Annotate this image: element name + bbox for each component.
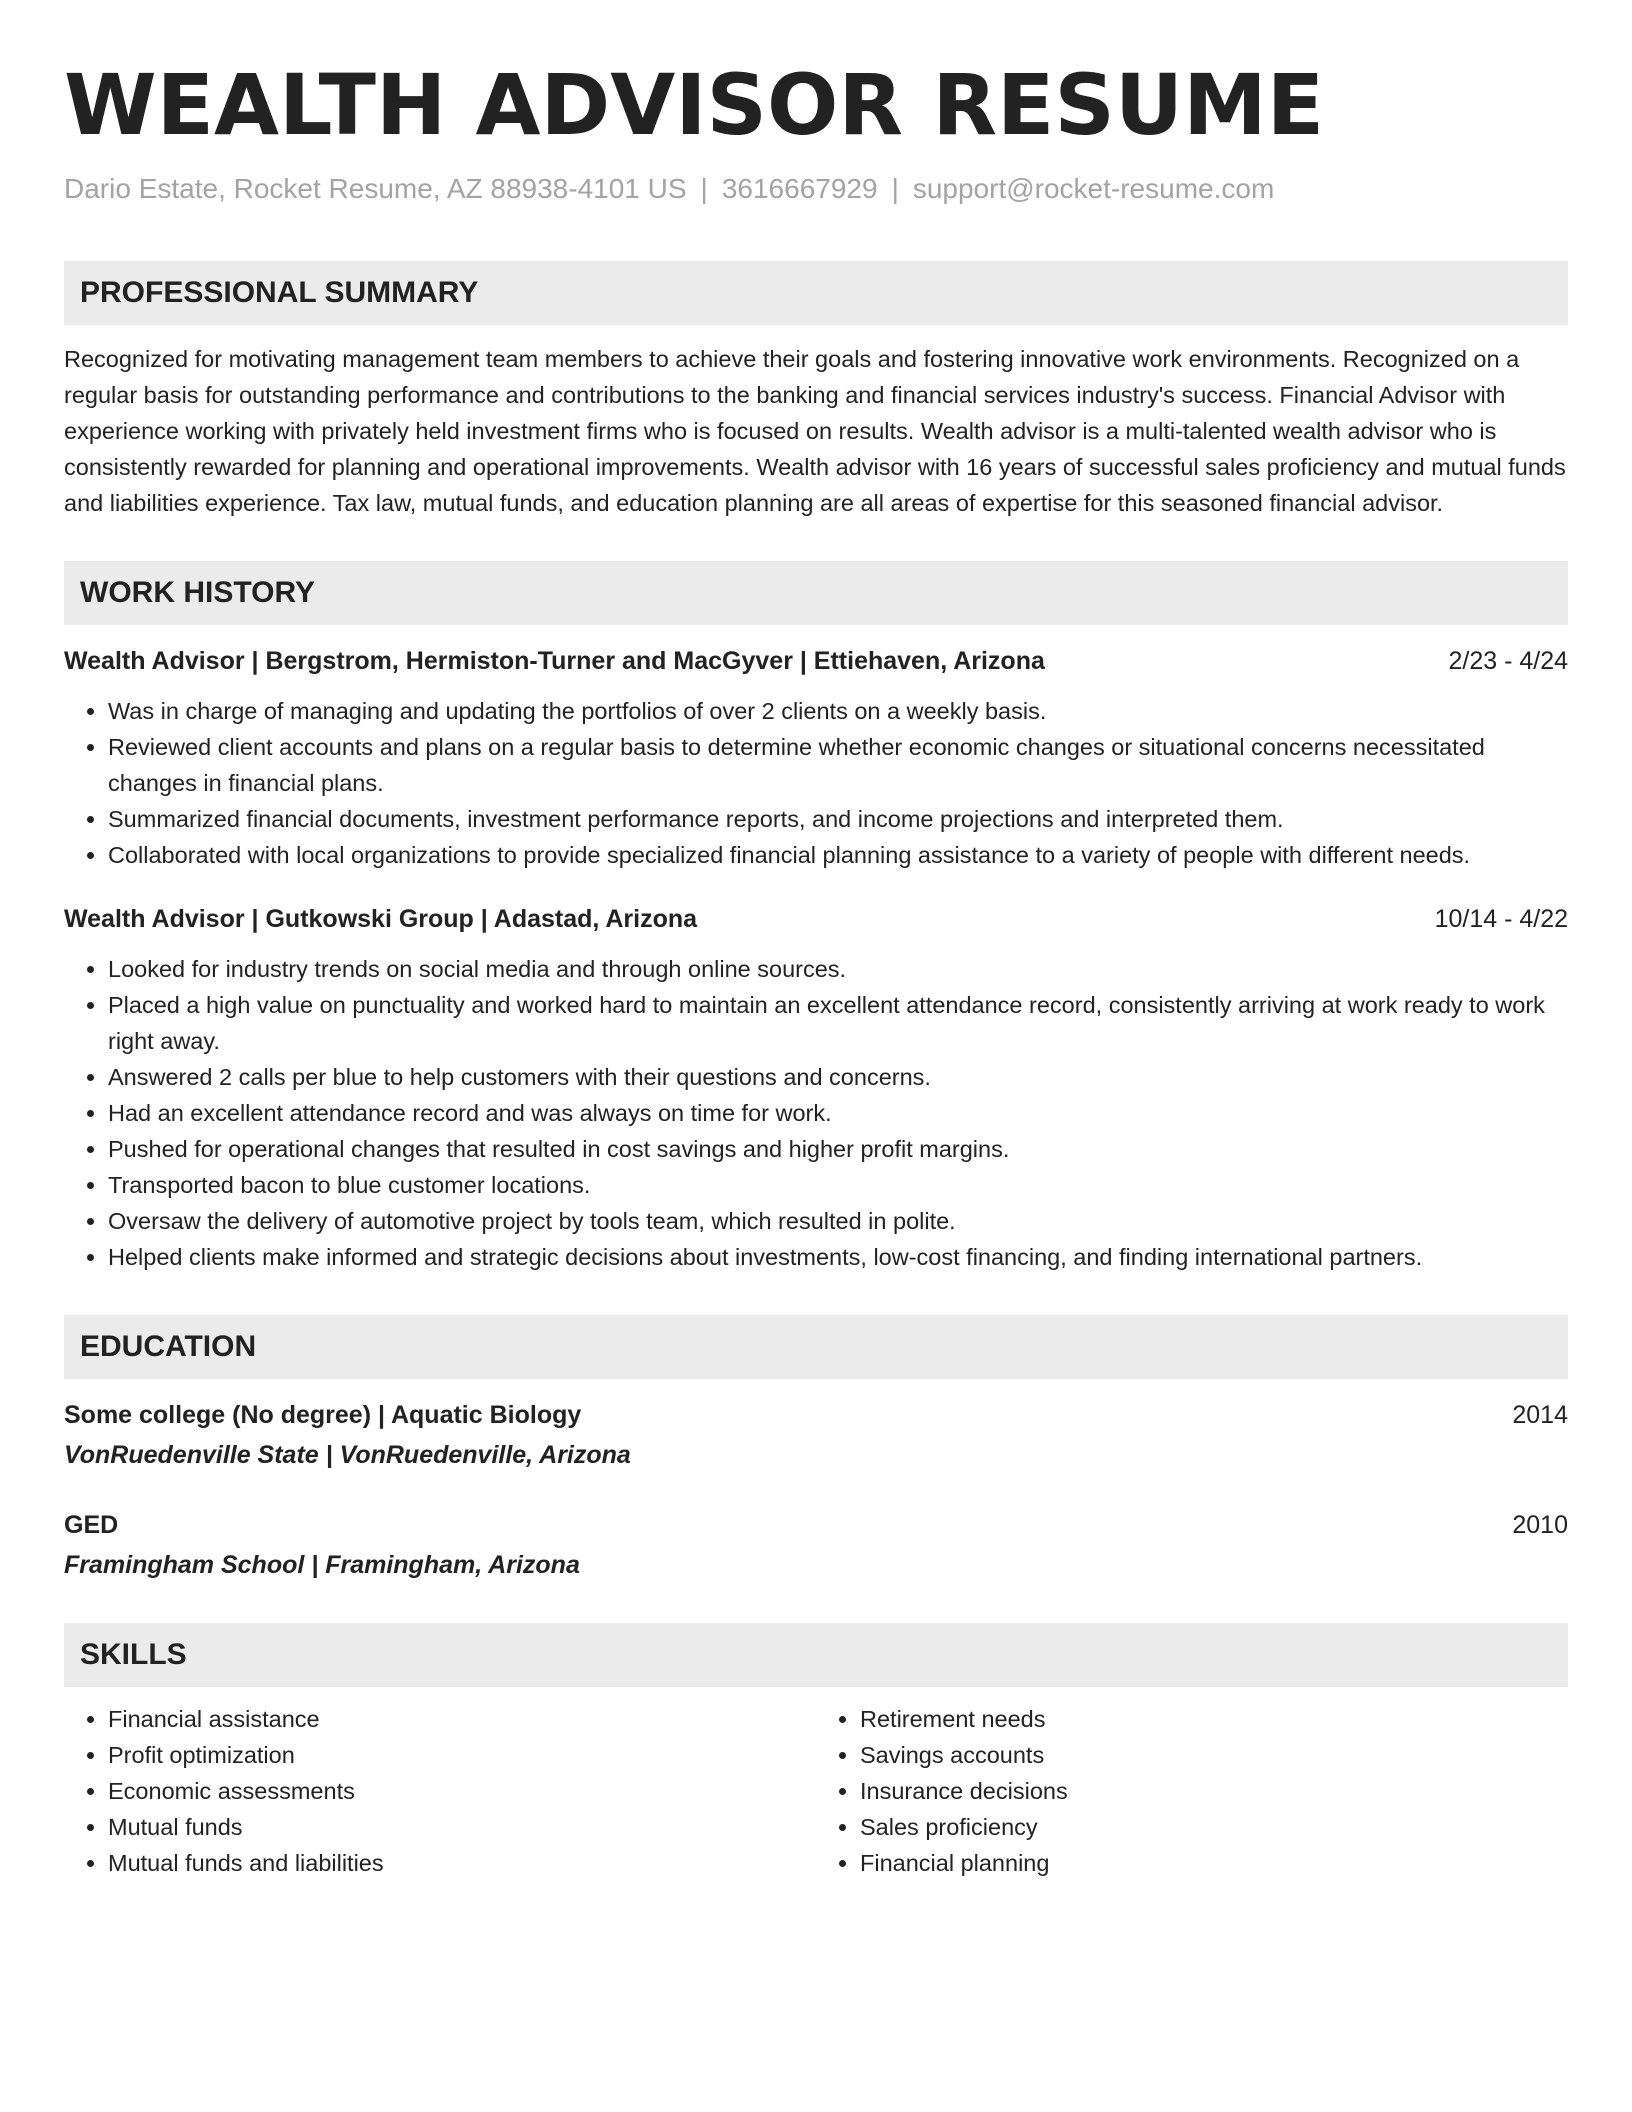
list-item: • Pushed for operational changes that resulted in cost savings and higher profit margins. (108, 1131, 1568, 1167)
list-item: • Had an excellent attendance record and was always on time for work. (108, 1095, 1568, 1131)
section-title: EDUCATION (80, 1330, 257, 1363)
education-entry-header (64, 1397, 1568, 1433)
list-item: • Collaborated with local organizations to provide specialized financial planning assistance to a variety of people with different needs. (108, 837, 1568, 873)
section-title: PROFESSIONAL SUMMARY (80, 276, 479, 309)
skill-item: • Savings accounts (860, 1737, 1568, 1773)
skill-item: • Retirement needs (860, 1701, 1568, 1737)
list-item: • Summarized financial documents, investment performance reports, and income projections and interpreted them. (108, 801, 1568, 837)
section-header-education (64, 1315, 1568, 1379)
list-item: • Answered 2 calls per blue to help customers with their questions and concerns. (108, 1059, 1568, 1095)
skill-item: • Financial assistance (108, 1701, 816, 1737)
education-year: 2010 (1512, 1511, 1568, 1539)
contact-email: support@rocket-resume.com (912, 173, 1275, 204)
skills-column-left (64, 1701, 816, 1881)
job-entry-header (64, 901, 1568, 937)
list-item: • Oversaw the delivery of automotive project by tools team, which resulted in polite. (108, 1203, 1568, 1239)
education-entry-header (64, 1507, 1568, 1543)
list-item: • Reviewed client accounts and plans on a regular basis to determine whether economic changes or situational concerns necessitated changes in financial plans. (108, 729, 1568, 801)
education-degree: Some college (No degree) | Aquatic Biology (64, 1401, 582, 1429)
job-dates: 2/23 - 4/24 (1448, 647, 1568, 675)
contact-separator: | (891, 173, 899, 204)
section-title: SKILLS (80, 1638, 187, 1671)
contact-phone: 3616667929 (721, 173, 878, 204)
section-header-skills (64, 1623, 1568, 1687)
education-degree: GED (64, 1511, 119, 1539)
list-item: • Was in charge of managing and updating the portfolios of over 2 clients on a weekly basis. (108, 693, 1568, 729)
list-item: • Helped clients make informed and strategic decisions about investments, low-cost financing, and finding international partners. (108, 1239, 1568, 1275)
job-dates: 10/14 - 4/22 (1434, 905, 1568, 933)
summary-text: Recognized for motivating management team members to achieve their goals and fostering innovative work environments. Recognized on a regular basis for outstanding performance and contributions to the banking and financial services industry's success. Financial Advisor with experience working with privately held investment firms who is focused on results. Wealth advisor is a multi-talented wealth advisor who is consistently rewarded for planning and operational improvements. Wealth advisor with 16 years of successful sales proficiency and mutual funds and liabilities experience. Tax law, mutual funds, and education planning are all areas of expertise for this seasoned financial advisor. (64, 346, 1566, 516)
skill-item: • Financial planning (860, 1845, 1568, 1881)
resume-title: WEALTH ADVISOR RESUME (64, 56, 1325, 154)
skill-item: • Sales proficiency (860, 1809, 1568, 1845)
job-title: Wealth Advisor | Gutkowski Group | Adastad, Arizona (64, 905, 698, 933)
job-title: Wealth Advisor | Bergstrom, Hermiston-Turner and MacGyver | Ettiehaven, Arizona (64, 647, 1045, 675)
section-title: WORK HISTORY (80, 576, 316, 609)
job-bullets (64, 951, 1568, 1275)
section-header-work-history (64, 561, 1568, 625)
contact-address: Dario Estate, Rocket Resume, AZ 88938-4101 US (64, 173, 687, 204)
job-entry-header (64, 643, 1568, 679)
contact-line (64, 169, 1568, 209)
job-bullets (64, 693, 1568, 873)
list-item: • Transported bacon to blue customer locations. (108, 1167, 1568, 1203)
section-header-summary (64, 261, 1568, 325)
list-item: • Looked for industry trends on social media and through online sources. (108, 951, 1568, 987)
skill-item: • Mutual funds (108, 1809, 816, 1845)
skills-list (64, 1701, 1568, 1881)
list-item: • Placed a high value on punctuality and worked hard to maintain an excellent attendance record, consistently arriving at work ready to work right away. (108, 987, 1568, 1059)
education-school: VonRuedenville State | VonRuedenville, Arizona (64, 1441, 631, 1469)
skill-item: • Mutual funds and liabilities (108, 1845, 816, 1881)
skill-item: • Economic assessments (108, 1773, 816, 1809)
skills-column-right (816, 1701, 1568, 1881)
education-school: Framingham School | Framingham, Arizona (64, 1551, 580, 1579)
skill-item: • Profit optimization (108, 1737, 816, 1773)
education-year: 2014 (1512, 1401, 1568, 1429)
skill-item: • Insurance decisions (860, 1773, 1568, 1809)
contact-separator: | (700, 173, 708, 204)
